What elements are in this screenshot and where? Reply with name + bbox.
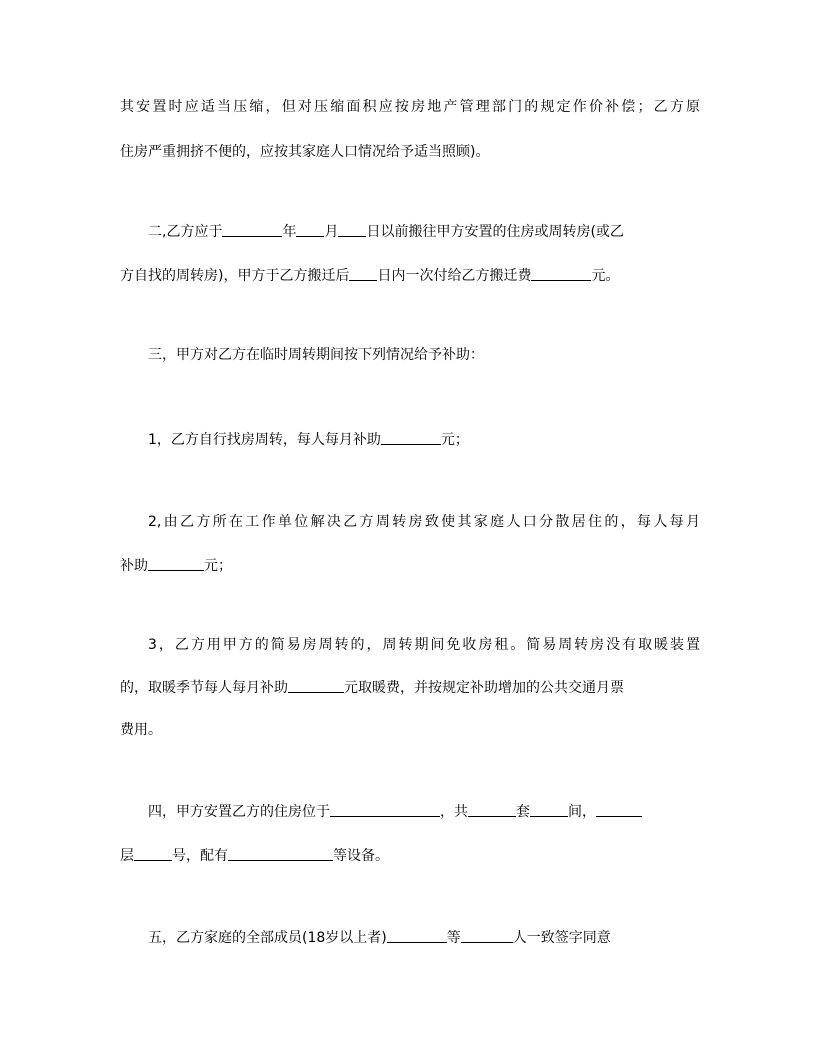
clause-five-line-1 <box>148 927 700 949</box>
clause-three-title: 三，甲方对乙方在临时周转期间按下列情况给予补助： <box>148 347 484 363</box>
blank-moving-fee <box>531 265 591 281</box>
subsidy-item-1 <box>148 429 700 451</box>
blank-family-members <box>387 927 447 943</box>
clause-four-text-e: 层 <box>120 848 134 864</box>
blank-subsidy-2 <box>148 555 204 571</box>
clause-four-text-g: 等设备。 <box>333 848 389 864</box>
text-line-1: 其安置时应适当压缩，但对压缩面积应按房地产管理部门的规定作价补偿；乙方原 <box>120 99 700 115</box>
subsidy-item-3-line-2 <box>120 677 700 699</box>
clause-four-line-2 <box>120 845 700 867</box>
blank-subsidy-1 <box>381 429 441 445</box>
clause-two-text-g: 元。 <box>591 268 620 284</box>
subsidy-item-1-text: 1，乙方自行找房周转，每人每月补助 <box>148 432 381 448</box>
blank-days-after-move <box>349 265 377 281</box>
blank-year <box>222 221 282 237</box>
subsidy-item-1-unit: 元； <box>440 432 469 448</box>
blank-heating-subsidy <box>288 677 344 693</box>
clause-four-line-1 <box>148 801 700 823</box>
subsidy-item-2-text: 补助 <box>120 558 148 574</box>
clause-four-text-c: 套 <box>516 804 530 820</box>
clause-two-text-d: 日以前搬往甲方安置的住房或周转房(或乙 <box>366 224 624 240</box>
clause-two-line-2 <box>120 265 700 287</box>
clause-four-text-a: 四，甲方安置乙方的住房位于 <box>148 804 330 820</box>
clause-two-text-f: 日内一次付给乙方搬迁费 <box>377 268 532 284</box>
clause-five-text-b: 等 <box>446 930 461 946</box>
blank-rooms <box>530 801 568 817</box>
subsidy-item-3-line-1: 3，乙方用甲方的简易房周转的，周转期间免收房租。简易周转房没有取暖装置 <box>148 637 700 653</box>
blank-sets <box>468 801 516 817</box>
blank-day <box>338 221 366 237</box>
subsidy-item-2-unit: 元； <box>204 558 232 574</box>
clause-four-text-b: ，共 <box>440 804 468 820</box>
blank-floor <box>596 801 642 817</box>
clause-four-text-f: 号，配有 <box>172 848 228 864</box>
subsidy-item-3-text-b: 元取暖费，并按规定补助增加的公共交通月票 <box>344 680 624 696</box>
clause-two-line-1 <box>148 221 700 243</box>
subsidy-item-3-line-3: 费用。 <box>120 722 162 738</box>
clause-five-text-a: 五，乙方家庭的全部成员(18岁以上者) <box>148 930 387 946</box>
blank-equipment <box>228 845 333 861</box>
subsidy-item-2-line-1: 2,由乙方所在工作单位解决乙方周转房致使其家庭人口分散居住的，每人每月 <box>148 514 700 530</box>
clause-two-text-b: 年 <box>282 224 297 240</box>
blank-number <box>134 845 172 861</box>
subsidy-item-2-line-2 <box>120 555 700 577</box>
clause-two-text-c: 月 <box>324 224 339 240</box>
clause-two-text-a: 二,乙方应于 <box>148 224 223 240</box>
clause-five-text-c: 人一致签字同意 <box>512 930 611 946</box>
blank-person-count <box>461 927 513 943</box>
clause-four-text-d: 间， <box>568 804 596 820</box>
clause-two-text-e: 方自找的周转房)，甲方于乙方搬迁后 <box>120 268 350 284</box>
blank-house-location <box>330 801 440 817</box>
blank-month <box>296 221 324 237</box>
subsidy-item-3-text-a: 的，取暖季节每人每月补助 <box>120 680 288 696</box>
text-line-2: 住房严重拥挤不便的，应按其家庭人口情况给予适当照顾)。 <box>120 144 490 160</box>
